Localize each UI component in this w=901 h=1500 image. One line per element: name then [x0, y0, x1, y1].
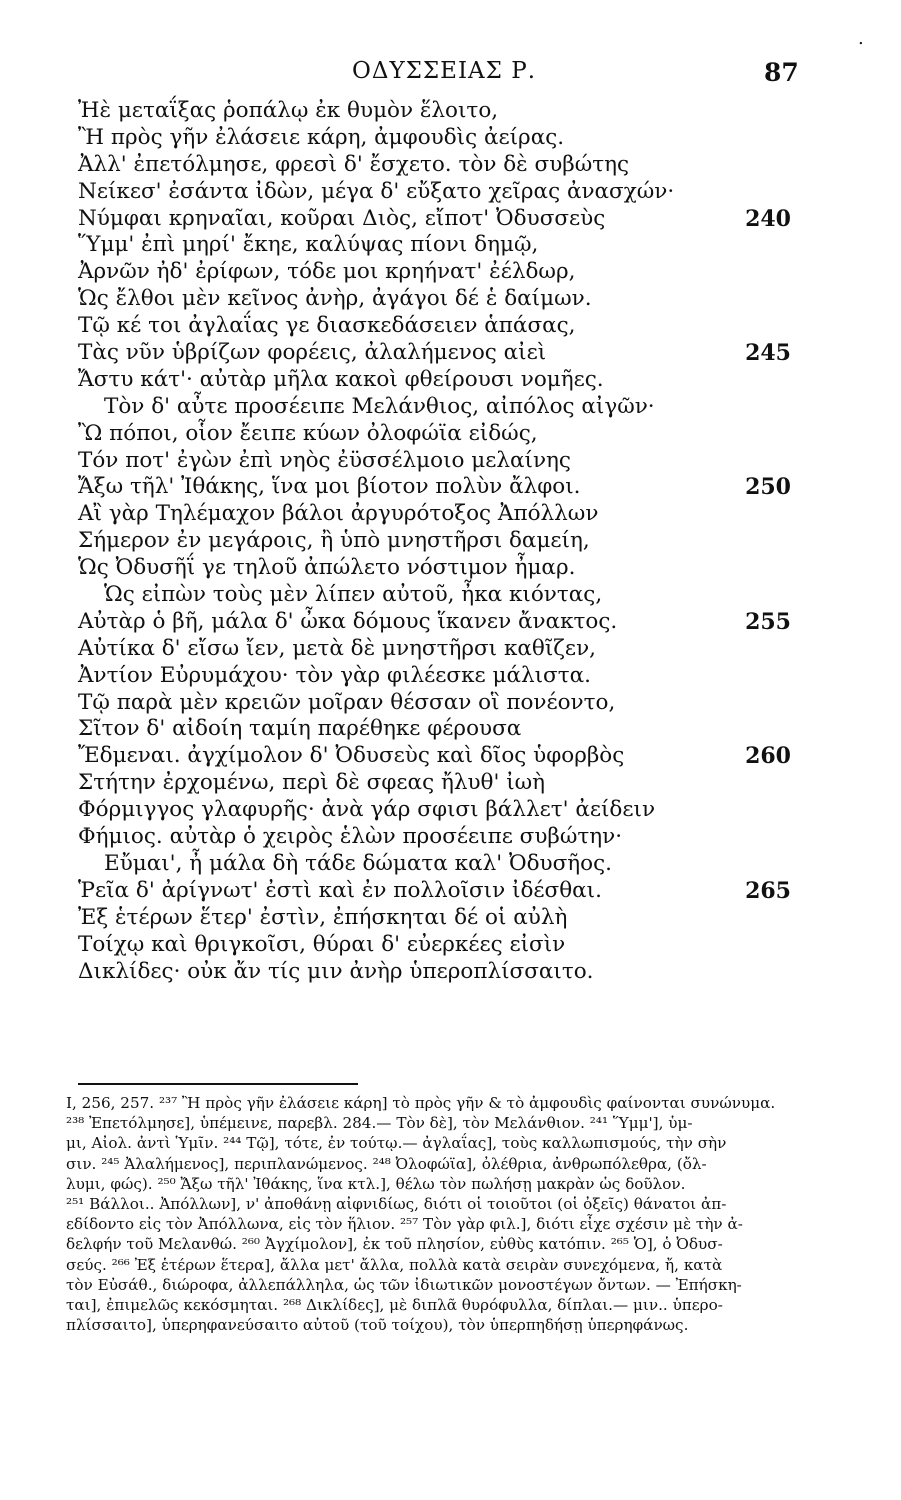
verse-text: Ἄστυ κάτ'· αὐτὰρ μῆλα κακοὶ φθείρουσι νομῆες. [78, 366, 604, 392]
footnote-line: δελφήν τοῦ Μελανθώ. ²⁶⁰ Ἀγχίμολον], ἐκ τοῦ πλησίον, εὐθὺς κατόπιν. ²⁶⁵ Ὁ], ὁ Ὀδυσ- [66, 1235, 723, 1254]
verse-text: Σήμερον ἐν μεγάροις, ἢ ὑπὸ μνηστῆρσι δαμείη, [78, 528, 590, 554]
verse-line [0, 555, 901, 582]
verse-text: Ὡς ἔλθοι μὲν κεῖνος ἀνὴρ, ἀγάγοι δέ ἑ δαίμων. [78, 286, 592, 312]
verse-text: Ὡς εἰπὼν τοὺς μὲν λίπεν αὐτοῦ, ἦκα κιόντας, [104, 582, 603, 608]
verse-line [0, 609, 901, 636]
page-number: 87 [764, 58, 799, 87]
verse-line [0, 743, 901, 770]
verse-text: Νύμφαι κρηναῖαι, κοῦραι Διὸς, εἴποτ' Ὀδυσσεὺς [78, 205, 606, 231]
footnote-line: ²³⁸ Ἐπετόλμησε], ὑπέμεινε, παρεβλ. 284.— Τὸν δὲ], τὸν Μελάνθιον. ²⁴¹ Ὕμμ'], ὑμ- [66, 1114, 693, 1133]
verse-line [0, 959, 901, 986]
verse-line [0, 367, 901, 394]
verse-text: Φήμιος. αὐτὰρ ὁ χειρὸς ἑλὼν προσέειπε συβώτην· [78, 824, 623, 850]
verse-line [0, 797, 901, 824]
verse-text: Ἄξω τῆλ' Ἰθάκης, ἵνα μοι βίοτον πολὺν ἄλφοι. [78, 474, 581, 500]
footnote-line: εδίδοντο εἰς τὸν Ἀπόλλωνα, εἰς τὸν ἥλιον. ²⁵⁷ Τὸν γὰρ φιλ.], διότι εἶχε σχέσιν μὲ τὴν ἀ- [66, 1215, 743, 1234]
footnote-line: πλίσσαιτο], ὑπερηφανεύσαιτο αὐτοῦ (τοῦ τοίχου), τὸν ὑπερπηδήσῃ ὑπερηφάνως. [66, 1316, 689, 1335]
verse-line [0, 636, 901, 663]
verse-line [0, 824, 901, 851]
verse-line [0, 286, 901, 313]
footnote-line: ται], ἐπιμελῶς κεκόσμηται. ²⁶⁸ Δικλίδες], μὲ διπλᾶ θυρόφυλλα, δίπλαι.— μιν.. ὑπερο- [66, 1295, 723, 1314]
verse-text: Σῖτον δ' αἰδοίη ταμίη παρέθηκε φέρουσα [78, 716, 522, 742]
verse-text: Στήτην ἐρχομένω, περὶ δὲ σφεας ἤλυθ' ἰωὴ [78, 770, 546, 796]
verse-line [0, 448, 901, 475]
verse-line [0, 179, 901, 206]
footnote-line: μι, Αἰολ. ἀντὶ Ὑμῖν. ²⁴⁴ Τῷ], τότε, ἐν τούτῳ.— ἀγλαΐας], τοὺς καλλωπισμούς, τὴν σὴν [66, 1134, 727, 1153]
line-number: 240 [745, 205, 791, 232]
verse-line [0, 421, 901, 448]
footnote-line: σιν. ²⁴⁵ Ἀλαλήμενος], περιπλανώμενος. ²⁴⁸ Ὀλοφώϊα], ὀλέθρια, ἀνθρωπόλεθρα, (ὄλ- [66, 1154, 707, 1173]
verse-text: Ἔδμεναι. ἀγχίμολον δ' Ὀδυσεὺς καὶ δῖος ὑφορβὸς [78, 743, 625, 769]
verse-text: Φόρμιγγος γλαφυρῆς· ἀνὰ γάρ σφισι βάλλετ' ἀείδειν [78, 797, 656, 823]
verse-text: Νείκεσ' ἐσάντα ἰδὼν, μέγα δ' εὔξατο χεῖρας ἀνασχών· [78, 178, 675, 204]
verse-text: Τῷ παρὰ μὲν κρειῶν μοῖραν θέσσαν οἳ πονέοντο, [78, 689, 616, 715]
verse-line [0, 206, 901, 233]
verse-line [0, 932, 901, 959]
verse-line [0, 878, 901, 905]
verse-line [0, 313, 901, 340]
verse-line [0, 259, 901, 286]
verse-text: Τὸν δ' αὖτε προσέειπε Μελάνθιος, αἰπόλος αἰγῶν· [104, 393, 655, 419]
verse-line [0, 340, 901, 367]
line-number: 265 [745, 877, 791, 904]
line-number: 255 [745, 608, 791, 635]
footnotes [66, 1093, 811, 1335]
verse-text: Τόν ποτ' ἐγὼν ἐπὶ νηὸς ἐϋσσέλμοιο μελαίνης [78, 447, 571, 473]
verse-line [0, 663, 901, 690]
verse-text: Ἀντίον Εὐρυμάχου· τὸν γὰρ φιλέεσκε μάλιστα. [78, 662, 591, 688]
verse-text: Εὔμαι', ἦ μάλα δὴ τάδε δώματα καλ' Ὀδυσῆος. [104, 850, 613, 876]
verse-text: Αἲ γὰρ Τηλέμαχον βάλοι ἀργυρότοξος Ἀπόλλων [78, 501, 599, 527]
running-title: ΟΔΥΣΣΕΙΑΣ Ρ. [352, 58, 537, 84]
verse-text: Τοίχῳ καὶ θριγκοῖσι, θύραι δ' εὐερκέες εἰσὶν [78, 931, 566, 957]
verse-text: Τὰς νῦν ὑβρίζων φορέεις, ἀλαλήμενος αἰεὶ [78, 340, 547, 366]
verse-text: Αὐτὰρ ὁ βῆ, μάλα δ' ὦκα δόμους ἵκανεν ἄνακτος. [78, 608, 618, 634]
verse-line [0, 394, 901, 421]
verse-line [0, 905, 901, 932]
verse-line [0, 851, 901, 878]
verse-text: Ὡς Ὀδυσῆΐ γε τηλοῦ ἀπώλετο νόστιμον ἦμαρ. [78, 555, 576, 581]
verse-line [0, 770, 901, 797]
verse-line [0, 98, 901, 125]
footnote-line: I, 256, 257. ²³⁷ Ἢ πρὸς γῆν ἐλάσειε κάρη] τὸ πρὸς γῆν & τὸ ἀμφουδὶς φαίνονται συνώνυμα. [66, 1094, 776, 1112]
verse-text: Ἠὲ μεταΐξας ῥοπάλῳ ἐκ θυμὸν ἕλοιτο, [78, 98, 499, 123]
verse-text: Αὐτίκα δ' εἴσω ἴεν, μετὰ δὲ μνηστῆρσι καθῖζεν, [78, 635, 596, 661]
verse-text: Ῥεῖα δ' ἀρίγνωτ' ἐστὶ καὶ ἐν πολλοῖσιν ἰδέσθαι. [78, 877, 602, 903]
verse-line [0, 474, 901, 501]
verse-line [0, 690, 901, 717]
line-number: 245 [745, 340, 791, 367]
verse-line [0, 232, 901, 259]
verse-line [0, 716, 901, 743]
footnote-rule [78, 1083, 358, 1085]
verse-text: Ὕμμ' ἐπὶ μηρί' ἔκηε, καλύψας πίονι δημῷ, [78, 232, 539, 258]
verse-line [0, 152, 901, 179]
verse-text: Δικλίδες· οὐκ ἄν τίς μιν ἀνὴρ ὑπεροπλίσσαιτο. [78, 958, 594, 984]
verse-line [0, 582, 901, 609]
verse-text: Ὢ πόποι, οἷον ἔειπε κύων ὀλοφώϊα εἰδώς, [78, 420, 538, 446]
footnote-line: λυμι, φώς). ²⁵⁰ Ἄξω τῆλ' Ἰθάκης, ἵνα κτλ.], θέλω τὸν πωλήσῃ μακρὰν ὡς δοῦλον. [66, 1174, 686, 1193]
verse-block [0, 98, 901, 985]
verse-line [0, 501, 901, 528]
verse-line [0, 125, 901, 152]
footnote-line: σεύς. ²⁶⁶ Ἐξ ἑτέρων ἕτερα], ἄλλα μετ' ἄλλα, πολλὰ κατὰ σειρὰν συνεχόμενα, ἤ, κατὰ [66, 1255, 723, 1274]
verse-text: Ἐξ ἑτέρων ἕτερ' ἐστὶν, ἐπήσκηται δέ οἱ αὐλὴ [78, 904, 568, 930]
line-number: 260 [745, 743, 791, 770]
corner-mark: . [858, 28, 864, 49]
verse-text: Ἢ πρὸς γῆν ἐλάσειε κάρη, ἀμφουδὶς ἀείρας. [78, 124, 565, 150]
line-number: 250 [745, 474, 791, 501]
verse-text: Ἀρνῶν ἠδ' ἐρίφων, τόδε μοι κρηήνατ' ἐέλδωρ, [78, 259, 576, 285]
verse-text: Ἀλλ' ἐπετόλμησε, φρεσὶ δ' ἔσχετο. τὸν δὲ συβώτης [78, 151, 630, 177]
verse-line [0, 528, 901, 555]
footnote-line: ²⁵¹ Βάλλοι.. Ἀπόλλων], ν' ἀποθάνῃ αἰφνιδίως, διότι οἱ τοιοῦτοι (οἱ ὀξεῖς) θάνατοι ἀπ- [66, 1194, 727, 1213]
footnote-line: τὸν Εὐσάθ., διώροφα, ἀλλεπάλληλα, ὡς τῶν ἰδιωτικῶν μονοστέγων ὄντων. — Ἐπήσκη- [66, 1275, 742, 1294]
running-header [0, 58, 901, 92]
verse-text: Τῷ κέ τοι ἀγλαΐας γε διασκεδάσειεν ἁπάσας, [78, 313, 576, 339]
